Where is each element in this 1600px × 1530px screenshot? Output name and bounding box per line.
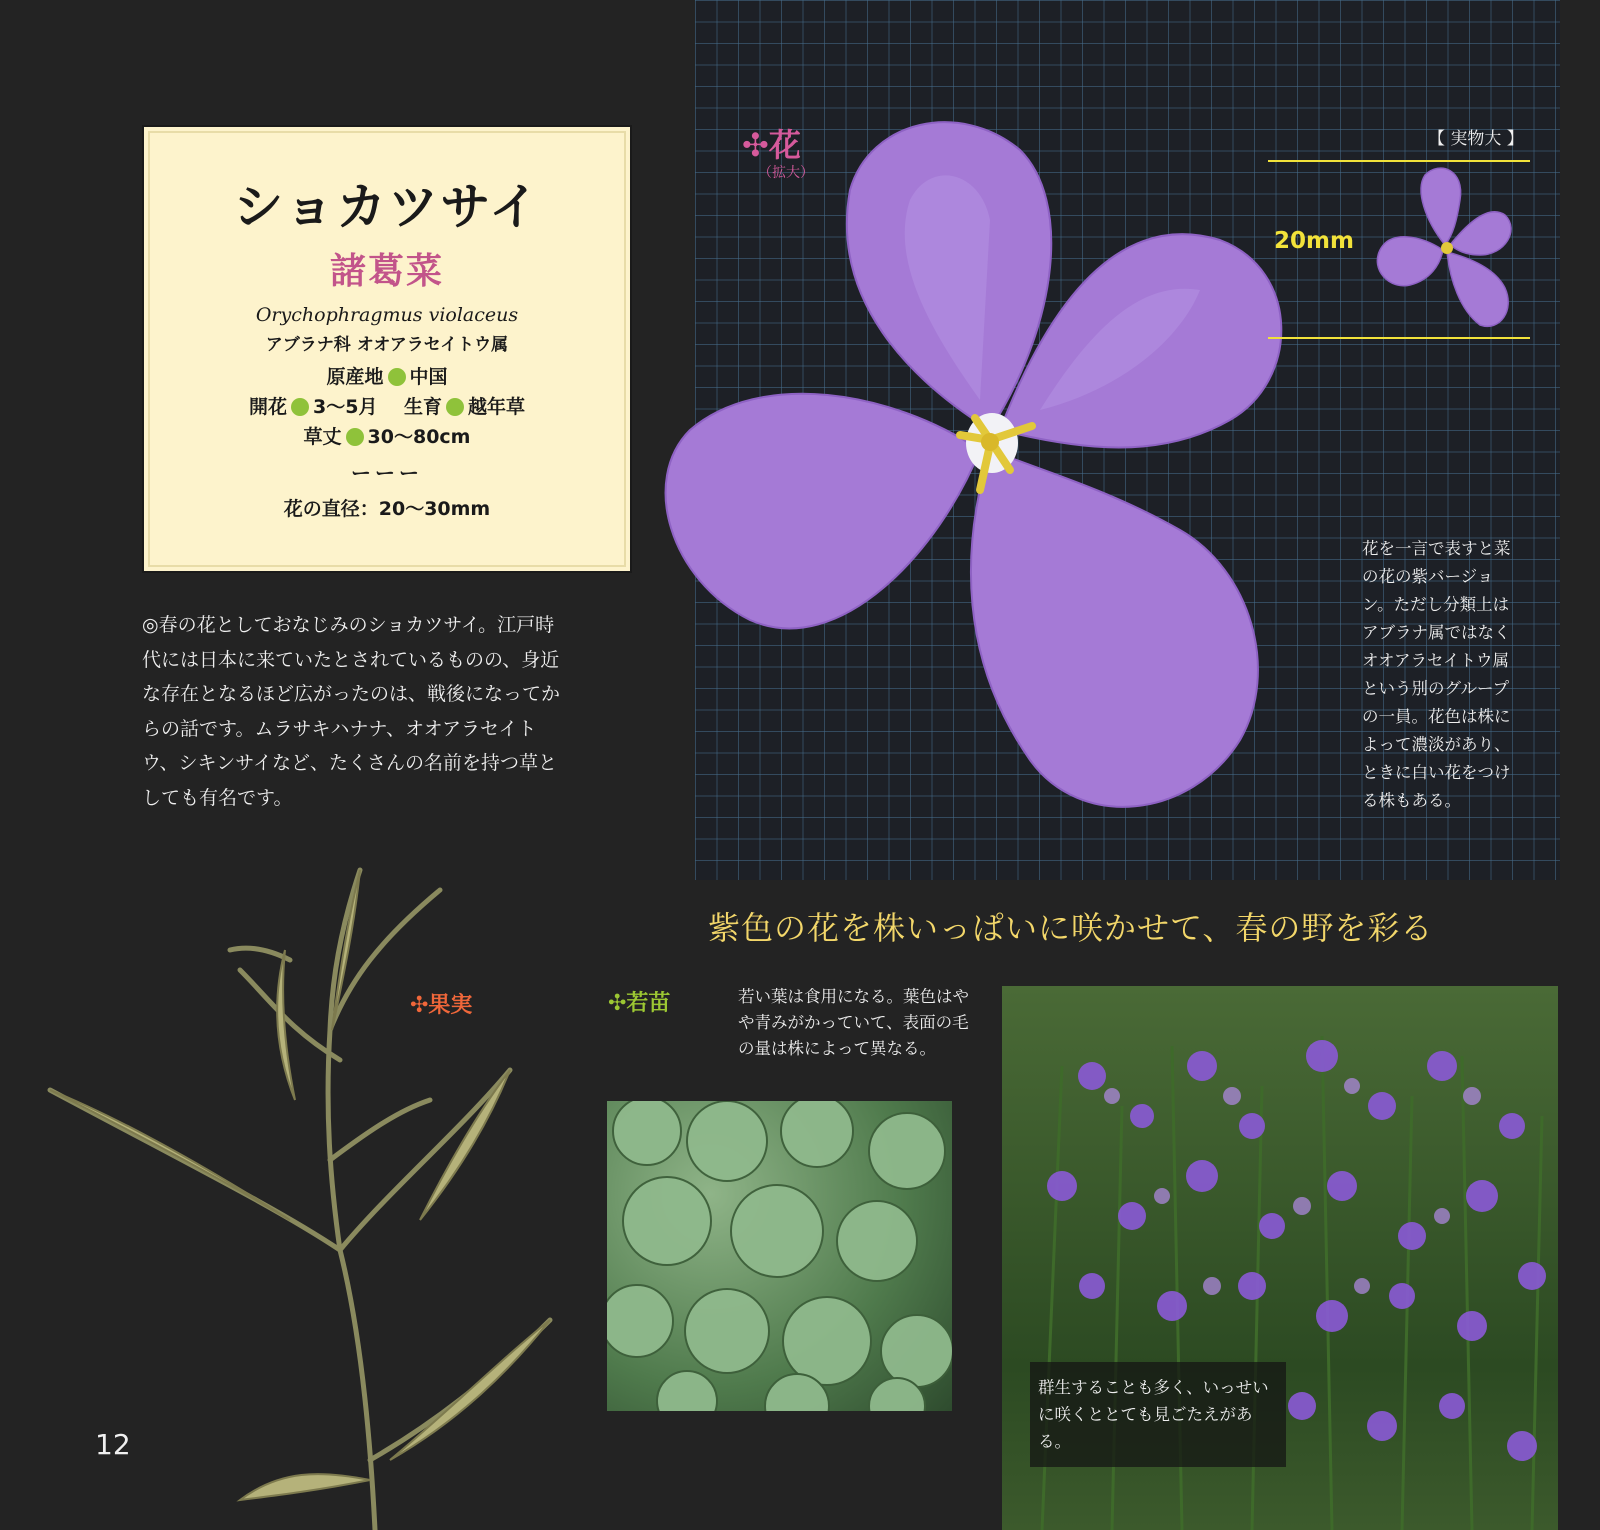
- height-row: [144, 427, 630, 447]
- plant-name: ショカツサイ: [233, 178, 541, 236]
- measure-size-label: 20mm: [1274, 228, 1354, 254]
- origin-label: 原産地: [326, 366, 384, 388]
- plant-family: アブラナ科 オオアラセイトウ属: [265, 335, 509, 355]
- flower-actual-size-image: [1365, 160, 1525, 340]
- flower-enlarged-image: [660, 100, 1300, 840]
- fruit-section-label: ✣果実: [410, 993, 473, 1018]
- bullet-dot-icon: [291, 398, 309, 416]
- bloom-growth-row: [144, 397, 630, 417]
- scientific-name: Orychophragmus violaceus: [255, 304, 519, 326]
- height-value: 30～80cm: [367, 426, 471, 448]
- bullet-dot-icon: [388, 368, 406, 386]
- seedling-section-label: ✣若苗: [608, 991, 671, 1016]
- separator: ーーー: [351, 461, 423, 485]
- flower-note: 花を一言で表すと菜の花の紫バージョン。ただし分類上はアブラナ属ではなくオオアラセイトウ属という別のグループの一員。花色は株によって濃淡があり、ときに白い花をつける株もある。: [1362, 539, 1511, 810]
- headline: 紫色の花を株いっぱいに咲かせて、春の野を彩る: [708, 909, 1434, 947]
- origin-row: [144, 367, 630, 387]
- page-number: 12: [95, 1428, 131, 1461]
- actual-size-label: 【 実物大 】: [1428, 129, 1524, 149]
- origin-value: 中国: [409, 366, 448, 388]
- height-label: 草丈: [303, 426, 342, 448]
- seedling-note: 若い葉は食用になる。葉色はやや青みがかっていて、表面の毛の量は株によって異なる。: [738, 987, 969, 1058]
- flower-section-label: ✣花: [742, 126, 801, 164]
- seedling-photo: [607, 1101, 952, 1411]
- description-text: ◎春の花としておなじみのショカツサイ。江戸時代には日本に来ていたとされているものの、身近な存在となるほど広がったのは、戦後になってからの話です。ムラサキハナナ、オオアラセイトウ、シキンサイなど、たくさんの名前を持つ草としても有名です。: [142, 614, 561, 809]
- bullet-dot-icon: [346, 428, 364, 446]
- bloom-value: 3～5月: [313, 396, 378, 418]
- flower-diameter: 花の直径：20～30mm: [283, 498, 491, 520]
- plant-kanji-name: 諸葛菜: [329, 251, 444, 292]
- info-card: [142, 125, 632, 573]
- growth-label: 生育: [403, 396, 442, 418]
- growth-value: 越年草: [467, 396, 525, 418]
- field-note: 群生することも多く、いっせいに咲くととても見ごたえがある。: [1030, 1362, 1286, 1467]
- fruit-stem-image: [40, 830, 580, 1530]
- flower-magnified-label: （拡大）: [758, 165, 814, 181]
- bloom-label: 開花: [249, 396, 288, 418]
- bullet-dot-icon: [446, 398, 464, 416]
